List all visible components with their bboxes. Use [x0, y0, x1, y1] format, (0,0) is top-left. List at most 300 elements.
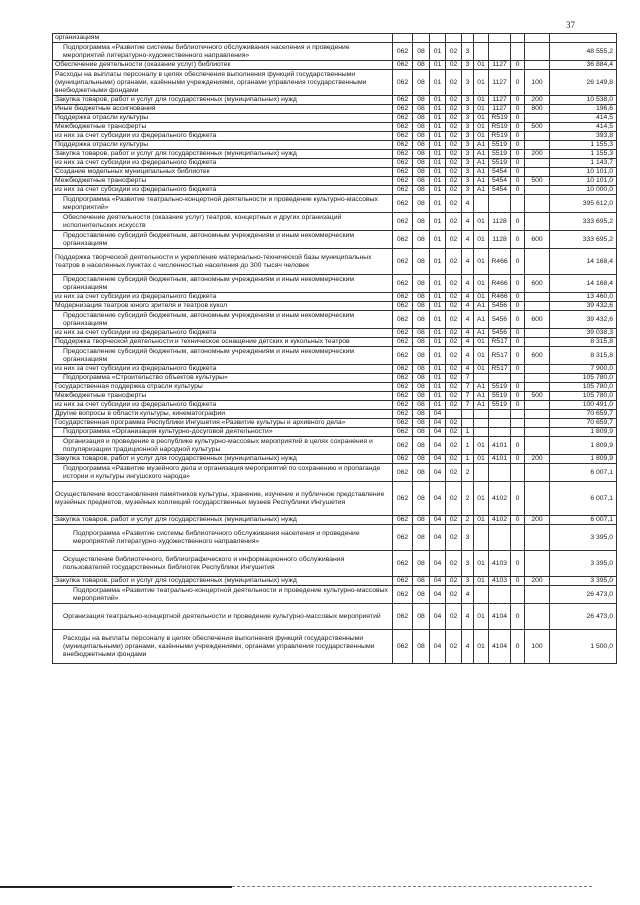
subprogram-code: 4 — [462, 275, 474, 293]
direction-suffix — [511, 34, 525, 43]
ministry-code: 062 — [393, 132, 413, 141]
section-code: 08 — [413, 70, 430, 96]
event-code: A1 — [474, 302, 489, 311]
subsection-code: 01 — [430, 123, 446, 132]
ministry-code: 062 — [393, 392, 413, 401]
row-amount: 1 155,3 — [550, 141, 617, 150]
direction-suffix: 0 — [511, 61, 525, 70]
row-name: организациям — [53, 34, 393, 43]
expense-type-code — [525, 586, 550, 604]
event-code: 01 — [474, 437, 489, 455]
subsection-code: 04 — [430, 419, 446, 428]
direction-code: R466 — [489, 249, 511, 275]
program-code: 02 — [446, 365, 462, 374]
expense-type-code — [525, 213, 550, 231]
row-amount: 393,8 — [550, 132, 617, 141]
section-code: 08 — [413, 455, 430, 464]
direction-suffix: 0 — [511, 437, 525, 455]
direction-suffix — [511, 419, 525, 428]
row-amount: 6 007,1 — [550, 464, 617, 482]
section-code: 08 — [413, 464, 430, 482]
direction-suffix: 0 — [511, 96, 525, 105]
event-code: 01 — [474, 365, 489, 374]
subsection-code: 04 — [430, 428, 446, 437]
ministry-code: 062 — [393, 275, 413, 293]
direction-suffix: 0 — [511, 70, 525, 96]
subprogram-code: 4 — [462, 213, 474, 231]
direction-suffix: 0 — [511, 141, 525, 150]
ministry-code: 062 — [393, 586, 413, 604]
footer-rule — [0, 886, 232, 888]
ministry-code: 062 — [393, 177, 413, 186]
direction-code: R519 — [489, 123, 511, 132]
expense-type-code: 100 — [525, 630, 550, 664]
section-code: 08 — [413, 150, 430, 159]
event-code: 01 — [474, 231, 489, 249]
subsection-code: 01 — [430, 168, 446, 177]
section-code: 08 — [413, 401, 430, 410]
table-row — [53, 482, 617, 516]
program-code: 02 — [446, 275, 462, 293]
row-amount: 105 780,0 — [550, 374, 617, 383]
direction-suffix — [511, 525, 525, 551]
expense-type-code — [525, 401, 550, 410]
row-name: Обеспечение деятельности (оказание услуг) библиотек — [53, 61, 393, 70]
direction-code: 5519 — [489, 401, 511, 410]
row-name: Другие вопросы в области культуры, кинематографии — [53, 410, 393, 419]
expense-type-code — [525, 604, 550, 630]
row-amount: 1 143,7 — [550, 159, 617, 168]
table-row — [53, 419, 617, 428]
table-row — [53, 177, 617, 186]
event-code: A1 — [474, 392, 489, 401]
program-code: 02 — [446, 105, 462, 114]
ministry-code: 062 — [393, 428, 413, 437]
subsection-code: 01 — [430, 293, 446, 302]
program-code: 02 — [446, 516, 462, 525]
table-row — [53, 392, 617, 401]
direction-code: 5519 — [489, 141, 511, 150]
direction-suffix: 0 — [511, 604, 525, 630]
expense-type-code — [525, 525, 550, 551]
subsection-code: 04 — [430, 577, 446, 586]
program-code — [446, 410, 462, 419]
subsection-code: 04 — [430, 437, 446, 455]
subprogram-code: 4 — [462, 586, 474, 604]
direction-suffix — [511, 410, 525, 419]
row-name: Предоставление субсидий бюджетным, автономным учреждениям и иным некоммерческим организациям — [53, 347, 393, 365]
ministry-code: 062 — [393, 249, 413, 275]
row-amount: 36 884,4 — [550, 61, 617, 70]
event-code — [474, 464, 489, 482]
section-code: 08 — [413, 249, 430, 275]
table-row — [53, 311, 617, 329]
expense-type-code: 600 — [525, 311, 550, 329]
row-name: из них за счет субсидии из федерального бюджета — [53, 132, 393, 141]
direction-code: 4104 — [489, 604, 511, 630]
subsection-code: 01 — [430, 213, 446, 231]
row-name: Предоставление субсидий бюджетным, автономным учреждениям и иным некоммерческим организациям — [53, 275, 393, 293]
program-code: 02 — [446, 311, 462, 329]
direction-suffix — [511, 43, 525, 61]
row-amount: 1 809,9 — [550, 437, 617, 455]
table-row — [53, 428, 617, 437]
row-amount: 26 473,0 — [550, 586, 617, 604]
ministry-code: 062 — [393, 437, 413, 455]
subsection-code — [430, 34, 446, 43]
section-code: 08 — [413, 61, 430, 70]
section-code: 08 — [413, 428, 430, 437]
ministry-code: 062 — [393, 525, 413, 551]
table-row — [53, 195, 617, 213]
row-name: Расходы на выплаты персоналу в целях обеспечения выполнения функций государственными (муниципальными) органами, казёнными учреждениями, органами управления государственными внебюджетными фондами — [53, 630, 393, 664]
table-body — [53, 34, 617, 664]
row-amount: 395 612,0 — [550, 195, 617, 213]
direction-code: 4103 — [489, 551, 511, 577]
subprogram-code: 3 — [462, 525, 474, 551]
program-code: 02 — [446, 150, 462, 159]
row-amount: 6 007,1 — [550, 482, 617, 516]
table-row — [53, 141, 617, 150]
subprogram-code: 3 — [462, 168, 474, 177]
row-name: Предоставление субсидий бюджетным, автономным учреждениям и иным некоммерческим организациям — [53, 231, 393, 249]
row-amount: 10 101,0 — [550, 177, 617, 186]
row-name: Закупка товаров, работ и услуг для государственных (муниципальных) нужд — [53, 96, 393, 105]
row-amount: 1 500,0 — [550, 630, 617, 664]
program-code: 02 — [446, 401, 462, 410]
subsection-code: 04 — [430, 455, 446, 464]
row-name: Расходы на выплаты персоналу в целях обеспечения выполнения функций государственными (муниципальными) органами, казёнными учреждениями, органами управления государственными внебюджетными фондами — [53, 70, 393, 96]
section-code: 08 — [413, 630, 430, 664]
table-row — [53, 329, 617, 338]
subsection-code: 01 — [430, 70, 446, 96]
table-row — [53, 437, 617, 455]
event-code — [474, 428, 489, 437]
program-code: 02 — [446, 141, 462, 150]
expense-type-code: 500 — [525, 177, 550, 186]
direction-suffix: 0 — [511, 123, 525, 132]
ministry-code: 062 — [393, 482, 413, 516]
row-amount: 39 038,3 — [550, 329, 617, 338]
row-amount: 70 659,7 — [550, 410, 617, 419]
direction-code: 4101 — [489, 437, 511, 455]
direction-suffix: 0 — [511, 365, 525, 374]
program-code: 02 — [446, 159, 462, 168]
subprogram-code: 1 — [462, 428, 474, 437]
direction-suffix: 0 — [511, 329, 525, 338]
section-code: 08 — [413, 96, 430, 105]
direction-suffix: 0 — [511, 231, 525, 249]
event-code — [474, 419, 489, 428]
subprogram-code: 3 — [462, 96, 474, 105]
section-code: 08 — [413, 114, 430, 123]
table-row — [53, 275, 617, 293]
subprogram-code: 4 — [462, 293, 474, 302]
section-code: 08 — [413, 213, 430, 231]
direction-code: 5519 — [489, 392, 511, 401]
section-code: 08 — [413, 159, 430, 168]
ministry-code: 062 — [393, 168, 413, 177]
subsection-code: 01 — [430, 186, 446, 195]
table-row — [53, 374, 617, 383]
expense-type-code — [525, 338, 550, 347]
subprogram-code: 4 — [462, 249, 474, 275]
subsection-code: 01 — [430, 159, 446, 168]
ministry-code: 062 — [393, 347, 413, 365]
event-code: A1 — [474, 311, 489, 329]
row-amount: 39 432,6 — [550, 311, 617, 329]
direction-code — [489, 586, 511, 604]
section-code: 08 — [413, 516, 430, 525]
subprogram-code: 3 — [462, 577, 474, 586]
direction-suffix: 0 — [511, 132, 525, 141]
expense-type-code: 200 — [525, 516, 550, 525]
program-code: 02 — [446, 195, 462, 213]
row-amount: 8 315,8 — [550, 338, 617, 347]
row-amount: 14 168,4 — [550, 249, 617, 275]
row-name: Поддержка отрасли культуры — [53, 114, 393, 123]
program-code: 02 — [446, 249, 462, 275]
table-row — [53, 577, 617, 586]
direction-code: R517 — [489, 347, 511, 365]
ministry-code: 062 — [393, 311, 413, 329]
ministry-code: 062 — [393, 114, 413, 123]
row-name: из них за счет субсидии из федерального бюджета — [53, 186, 393, 195]
subsection-code: 04 — [430, 586, 446, 604]
program-code: 02 — [446, 168, 462, 177]
expense-type-code: 600 — [525, 231, 550, 249]
row-name: из них за счет субсидии из федерального бюджета — [53, 401, 393, 410]
table-row — [53, 96, 617, 105]
event-code: A1 — [474, 159, 489, 168]
footer-dashed-rule — [232, 886, 592, 887]
direction-suffix — [511, 374, 525, 383]
program-code: 02 — [446, 177, 462, 186]
subprogram-code: 4 — [462, 302, 474, 311]
program-code: 02 — [446, 293, 462, 302]
ministry-code: 062 — [393, 455, 413, 464]
section-code — [413, 34, 430, 43]
row-name: из них за счет субсидии из федерального бюджета — [53, 293, 393, 302]
expense-type-code — [525, 329, 550, 338]
ministry-code: 062 — [393, 213, 413, 231]
row-amount: 48 555,2 — [550, 43, 617, 61]
direction-code: R466 — [489, 275, 511, 293]
expense-type-code: 600 — [525, 275, 550, 293]
subprogram-code: 3 — [462, 123, 474, 132]
subprogram-code: 3 — [462, 186, 474, 195]
section-code: 08 — [413, 43, 430, 61]
subsection-code: 01 — [430, 365, 446, 374]
section-code: 08 — [413, 410, 430, 419]
subsection-code: 04 — [430, 604, 446, 630]
expense-type-code: 200 — [525, 150, 550, 159]
direction-suffix — [511, 195, 525, 213]
direction-code: 4104 — [489, 630, 511, 664]
row-name: Осуществление восстановления памятников культуры, хранение, изучение и публичное представление музейных предметов, музейных коллекций государственных музеев Республики Ингушетия — [53, 482, 393, 516]
row-name: Поддержка творческой деятельности и техническое оснащение детских и кукольных театров — [53, 338, 393, 347]
program-code: 02 — [446, 482, 462, 516]
ministry-code: 062 — [393, 604, 413, 630]
event-code: 01 — [474, 630, 489, 664]
program-code: 02 — [446, 604, 462, 630]
direction-code: 5454 — [489, 186, 511, 195]
ministry-code: 062 — [393, 61, 413, 70]
section-code: 08 — [413, 586, 430, 604]
ministry-code: 062 — [393, 577, 413, 586]
subsection-code: 01 — [430, 43, 446, 61]
direction-suffix: 0 — [511, 347, 525, 365]
direction-code: 5456 — [489, 329, 511, 338]
row-amount: 10 000,0 — [550, 186, 617, 195]
row-name: Поддержка творческой деятельности и укрепление материально-технической базы муниципальных театров в населенных пунктах с численностью населения до 300 тысяч человек — [53, 249, 393, 275]
direction-suffix: 0 — [511, 105, 525, 114]
table-row — [53, 347, 617, 365]
subsection-code: 01 — [430, 329, 446, 338]
expense-type-code — [525, 159, 550, 168]
direction-suffix: 0 — [511, 383, 525, 392]
expense-type-code — [525, 61, 550, 70]
direction-code: 4103 — [489, 577, 511, 586]
event-code: 01 — [474, 96, 489, 105]
direction-code: R517 — [489, 338, 511, 347]
section-code: 08 — [413, 132, 430, 141]
table-row — [53, 114, 617, 123]
subsection-code: 01 — [430, 150, 446, 159]
row-name: Подпрограмма «Организация культурно-досуговой деятельности» — [53, 428, 393, 437]
subprogram-code — [462, 410, 474, 419]
event-code — [474, 43, 489, 61]
program-code: 02 — [446, 374, 462, 383]
direction-code: 4101 — [489, 455, 511, 464]
row-name: Организация театрально-концертной деятельности и проведение культурно-массовых мероприятий — [53, 604, 393, 630]
row-name: Подпрограмма «Развитие театрально-концертной деятельности и проведение культурно-массовых мероприятий» — [53, 586, 393, 604]
ministry-code: 062 — [393, 302, 413, 311]
direction-suffix: 0 — [511, 177, 525, 186]
section-code: 08 — [413, 302, 430, 311]
row-amount: 39 432,6 — [550, 302, 617, 311]
row-name: Обеспечение деятельности (оказание услуг) театров, концертных и других организаций исполнительских искусств — [53, 213, 393, 231]
subsection-code: 01 — [430, 114, 446, 123]
program-code: 02 — [446, 231, 462, 249]
subsection-code: 01 — [430, 347, 446, 365]
row-amount: 26 149,8 — [550, 70, 617, 96]
section-code: 08 — [413, 195, 430, 213]
direction-code: R466 — [489, 293, 511, 302]
subprogram-code — [462, 34, 474, 43]
table-row — [53, 516, 617, 525]
ministry-code: 062 — [393, 630, 413, 664]
direction-code: 4102 — [489, 482, 511, 516]
section-code: 08 — [413, 186, 430, 195]
subprogram-code: 3 — [462, 43, 474, 61]
subprogram-code: 7 — [462, 401, 474, 410]
direction-code — [489, 195, 511, 213]
subprogram-code: 3 — [462, 150, 474, 159]
expense-type-code — [525, 551, 550, 577]
program-code: 02 — [446, 392, 462, 401]
section-code: 08 — [413, 419, 430, 428]
ministry-code: 062 — [393, 551, 413, 577]
direction-code: R517 — [489, 365, 511, 374]
section-code: 08 — [413, 123, 430, 132]
subprogram-code: 3 — [462, 177, 474, 186]
section-code: 08 — [413, 482, 430, 516]
program-code: 02 — [446, 186, 462, 195]
row-amount: 8 315,8 — [550, 347, 617, 365]
subprogram-code: 4 — [462, 231, 474, 249]
direction-code: 1127 — [489, 61, 511, 70]
subsection-code: 04 — [430, 630, 446, 664]
event-code: 01 — [474, 347, 489, 365]
direction-code: 1128 — [489, 213, 511, 231]
event-code: A1 — [474, 177, 489, 186]
ministry-code: 062 — [393, 516, 413, 525]
event-code: 01 — [474, 61, 489, 70]
expense-type-code: 200 — [525, 577, 550, 586]
row-name: Закупка товаров, работ и услуг для государственных (муниципальных) нужд — [53, 150, 393, 159]
row-name: Межбюджетные трансферты — [53, 177, 393, 186]
table-row — [53, 150, 617, 159]
direction-suffix — [511, 586, 525, 604]
section-code: 08 — [413, 551, 430, 577]
row-name: Закупка товаров, работ и услуг для государственных (муниципальных) нужд — [53, 577, 393, 586]
table-row — [53, 525, 617, 551]
subsection-code: 01 — [430, 401, 446, 410]
table-row — [53, 302, 617, 311]
subprogram-code: 7 — [462, 392, 474, 401]
program-code: 02 — [446, 419, 462, 428]
event-code: 01 — [474, 105, 489, 114]
section-code: 08 — [413, 383, 430, 392]
direction-code: R519 — [489, 132, 511, 141]
table-row — [53, 61, 617, 70]
direction-suffix: 0 — [511, 551, 525, 577]
expense-type-code — [525, 428, 550, 437]
subprogram-code: 3 — [462, 70, 474, 96]
row-name: Закупка товаров, работ и услуг для государственных (муниципальных) нужд — [53, 455, 393, 464]
section-code: 08 — [413, 231, 430, 249]
subprogram-code: 3 — [462, 114, 474, 123]
ministry-code: 062 — [393, 464, 413, 482]
ministry-code: 062 — [393, 159, 413, 168]
program-code: 02 — [446, 329, 462, 338]
row-amount: 414,5 — [550, 114, 617, 123]
section-code: 08 — [413, 347, 430, 365]
expense-type-code — [525, 132, 550, 141]
direction-suffix: 0 — [511, 159, 525, 168]
table-row — [53, 231, 617, 249]
table-row — [53, 132, 617, 141]
direction-code — [489, 43, 511, 61]
subsection-code: 01 — [430, 231, 446, 249]
event-code: 01 — [474, 338, 489, 347]
program-code — [446, 34, 462, 43]
direction-suffix: 0 — [511, 150, 525, 159]
table-row — [53, 70, 617, 96]
expense-type-code — [525, 437, 550, 455]
section-code: 08 — [413, 338, 430, 347]
table-row — [53, 455, 617, 464]
row-amount: 414,5 — [550, 123, 617, 132]
subsection-code: 01 — [430, 132, 446, 141]
table-row — [53, 401, 617, 410]
program-code: 02 — [446, 428, 462, 437]
subsection-code: 04 — [430, 464, 446, 482]
ministry-code: 062 — [393, 70, 413, 96]
row-amount: 3 395,0 — [550, 551, 617, 577]
section-code: 08 — [413, 141, 430, 150]
